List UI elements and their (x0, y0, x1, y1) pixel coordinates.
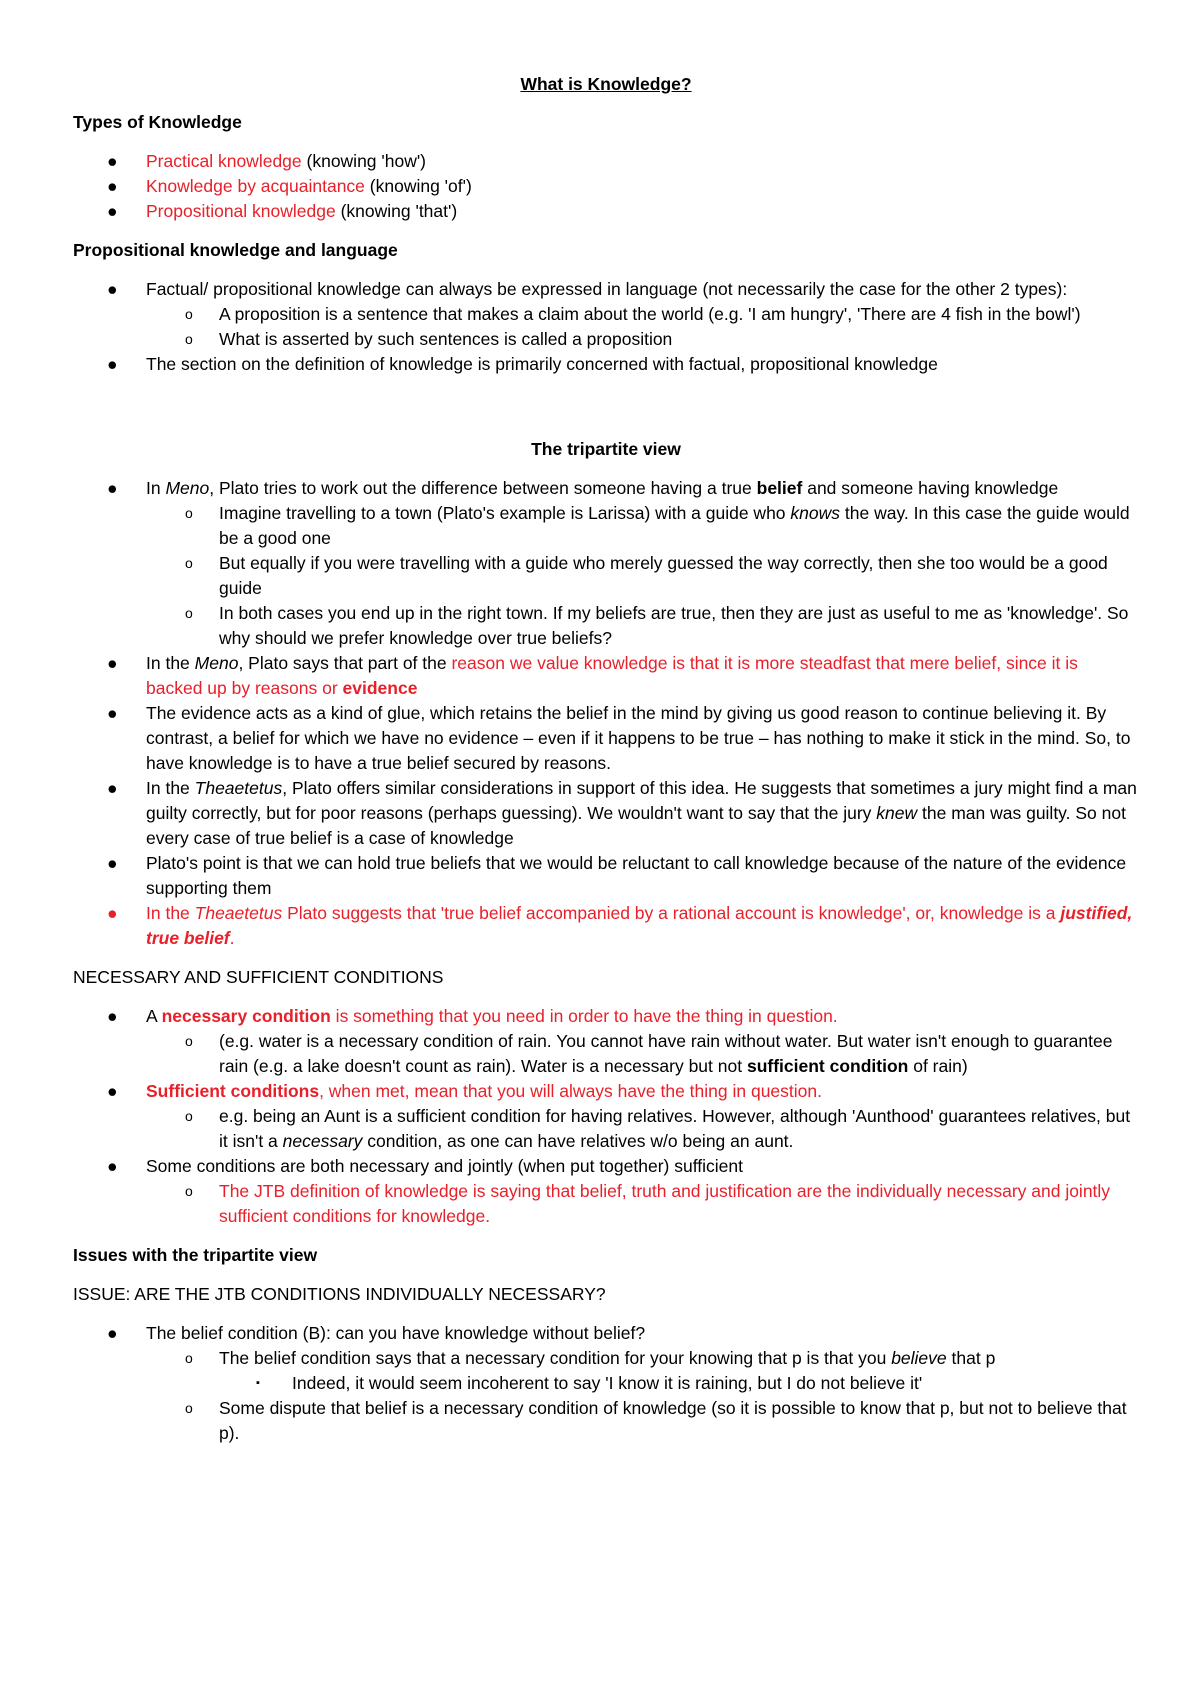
list-item: ● The evidence acts as a kind of glue, which retains the belief in the mind by giving us good reason to continue believing it. By contrast, a belief for which we have no evidence – even if it happens to be true – has nothing to make it stick in the mind. So, to have knowledge is to have a true belief secured by reasons. (107, 703, 1131, 773)
bullet-icon: ● (107, 903, 118, 923)
list-item: ● Plato's point is that we can hold true beliefs that we would be reluctant to call knowledge because of the nature of the evidence supporting them (107, 853, 1127, 898)
list-item: ● Knowledge by acquaintance (knowing 'of') (73, 174, 1139, 199)
sub-bullet-icon: o (185, 1033, 193, 1049)
list-item: ● In the Theaetetus, Plato offers similar considerations in support of this idea. He suggests that sometimes a jury might find a man guilty correctly, but for poor reasons (perhaps guessing). We wouldn't want to say that the jury knew the man was guilty. So not every case of true belief is a case of knowledge (107, 778, 1137, 848)
bullet-icon: ● (107, 1081, 118, 1101)
list-item: o e.g. being an Aunt is a sufficient condition for having relatives. However, although 'Aunthood' guarantees relatives, but it isn't a necessary condition, as one can have relatives w/o being an aunt. (185, 1106, 1131, 1151)
list-item: ● Factual/ propositional knowledge can always be expressed in language (not necessarily the case for the other 2 types): o A proposition is a sentence that makes a claim about the world (e.g. 'I am hungry', 'There are 4 fish in the bowl') o What is asserted by such sentences is called a proposition (73, 277, 1139, 352)
list-item: o Imagine travelling to a town (Plato's example is Larissa) with a guide who knows the way. In this case the guide would be a good one (185, 503, 1130, 548)
bullet-icon: ● (107, 1156, 118, 1176)
prop-heading: Propositional knowledge and language (73, 240, 398, 260)
bullet-icon: ● (107, 653, 118, 673)
page-title: What is Knowledge? (520, 74, 692, 94)
list-item: o The JTB definition of knowledge is saying that belief, truth and justification are the individually necessary and jointly sufficient conditions for knowledge. (185, 1181, 1111, 1226)
list-item: ● Sufficient conditions, when met, mean that you will always have the thing in question. o e.g. being an Aunt is a sufficient condition for having relatives. However, although 'Aunthood' guarantees relatives, but it isn't a necessary condition, as one can have relatives w/o being an aunt. (73, 1079, 1139, 1154)
issue1-list (73, 1321, 1139, 1446)
sub-bullet-icon: o (185, 306, 193, 322)
list-item: o Some dispute that belief is a necessary condition of knowledge (so it is possible to know that p, but not to believe that p). (185, 1398, 1127, 1443)
list-item: ● The section on the definition of knowledge is primarily concerned with factual, propositional knowledge (73, 352, 1139, 377)
bullet-icon: ● (107, 1323, 118, 1343)
bullet-icon: ● (107, 279, 118, 299)
list-item: o (e.g. water is a necessary condition of rain. You cannot have rain without water. But water isn't enough to guarantee rain (e.g. a lake doesn't count as rain). Water is a necessary but not sufficient condition of rain) (185, 1031, 1113, 1076)
list-item: ● In the Meno, Plato says that part of the reason we value knowledge is that it is more steadfast that mere belief, since it is backed up by reasons or evidence (107, 653, 1078, 698)
sub-bullet-icon: o (185, 1400, 193, 1416)
square-bullet-icon: ▪ (256, 1377, 260, 1389)
list-item: ● Practical knowledge (knowing 'how') (73, 149, 1139, 174)
bullet-icon: ● (107, 176, 118, 196)
list-item: ● Some conditions are both necessary and jointly (when put together) sufficient o The JTB definition of knowledge is saying that belief, truth and justification are the individually necessary and jointly sufficient conditions for knowledge. (73, 1154, 1139, 1229)
bullet-icon: ● (107, 1006, 118, 1026)
bullet-icon: ● (107, 478, 118, 498)
document-page (73, 72, 1139, 1460)
tripartite-list (73, 476, 1139, 951)
nsc-heading: NECESSARY AND SUFFICIENT CONDITIONS (73, 967, 444, 987)
types-list (73, 149, 1139, 224)
list-item: o What is asserted by such sentences is called a proposition (73, 327, 1139, 352)
list-item: o The belief condition says that a necessary condition for your knowing that p is that you believe that p ▪ Indeed, it would seem incoherent to say 'I know it is raining, but I do not believe it' (73, 1346, 1139, 1396)
list-item: ● In the Theaetetus Plato suggests that 'true belief accompanied by a rational account is knowledge', or, knowledge is a justified, true belief. (107, 903, 1133, 948)
list-item: o But equally if you were travelling with a guide who merely guessed the way correctly, then she too would be a good guide (185, 553, 1108, 598)
prop-list (73, 277, 1139, 377)
bullet-icon: ● (107, 354, 118, 374)
issue1-heading: ISSUE: ARE THE JTB CONDITIONS INDIVIDUALLY NECESSARY? (73, 1284, 606, 1304)
list-item: o In both cases you end up in the right town. If my beliefs are true, then they are just as useful to me as 'knowledge'. So why should we prefer knowledge over true beliefs? (185, 603, 1129, 648)
list-item: ● The belief condition (B): can you have knowledge without belief? o The belief condition says that a necessary condition for your knowing that p is that you believe that p ▪ Indeed, it would seem incoherent to say 'I know it is raining, but I do not believe it' o Some dispute that belief is a necessary condition of knowledge (so it is possible to know that p, but not to believe that p). (73, 1321, 1139, 1446)
nsc-list (73, 1004, 1139, 1229)
tripartite-heading: The tripartite view (531, 439, 681, 459)
sub-bullet-icon: o (185, 1183, 193, 1199)
list-item: ● Propositional knowledge (knowing 'that') (73, 199, 1139, 224)
sub-bullet-icon: o (185, 505, 193, 521)
list-item: ● In Meno, Plato tries to work out the difference between someone having a true belief and someone having knowledge o Imagine travelling to a town (Plato's example is Larissa) with a guide who knows the way. In this case the guide would be a good one o But equally if you were travelling with a guide who merely guessed the way correctly, then she too would be a good guide o In both cases you end up in the right town. If my beliefs are true, then they are just as useful to me as 'knowledge'. So why should we prefer knowledge over true beliefs? (73, 476, 1139, 651)
sub-bullet-icon: o (185, 1108, 193, 1124)
types-heading: Types of Knowledge (73, 112, 242, 132)
bullet-icon: ● (107, 853, 118, 873)
bullet-icon: ● (107, 151, 118, 171)
bullet-icon: ● (107, 201, 118, 221)
list-item: ▪ Indeed, it would seem incoherent to say 'I know it is raining, but I do not believe it' (73, 1371, 1139, 1396)
sub-bullet-icon: o (185, 555, 193, 571)
list-item: ● A necessary condition is something that you need in order to have the thing in question. o (e.g. water is a necessary condition of rain. You cannot have rain without water. But water isn't enough to guarantee rain (e.g. a lake doesn't count as rain). Water is a necessary but not sufficient condition of rain) (73, 1004, 1139, 1079)
bullet-icon: ● (107, 778, 118, 798)
sub-bullet-icon: o (185, 605, 193, 621)
bullet-icon: ● (107, 703, 118, 723)
issues-heading: Issues with the tripartite view (73, 1245, 318, 1265)
sub-bullet-icon: o (185, 331, 193, 347)
list-item: o A proposition is a sentence that makes a claim about the world (e.g. 'I am hungry', 'There are 4 fish in the bowl') (73, 302, 1139, 327)
sub-bullet-icon: o (185, 1350, 193, 1366)
